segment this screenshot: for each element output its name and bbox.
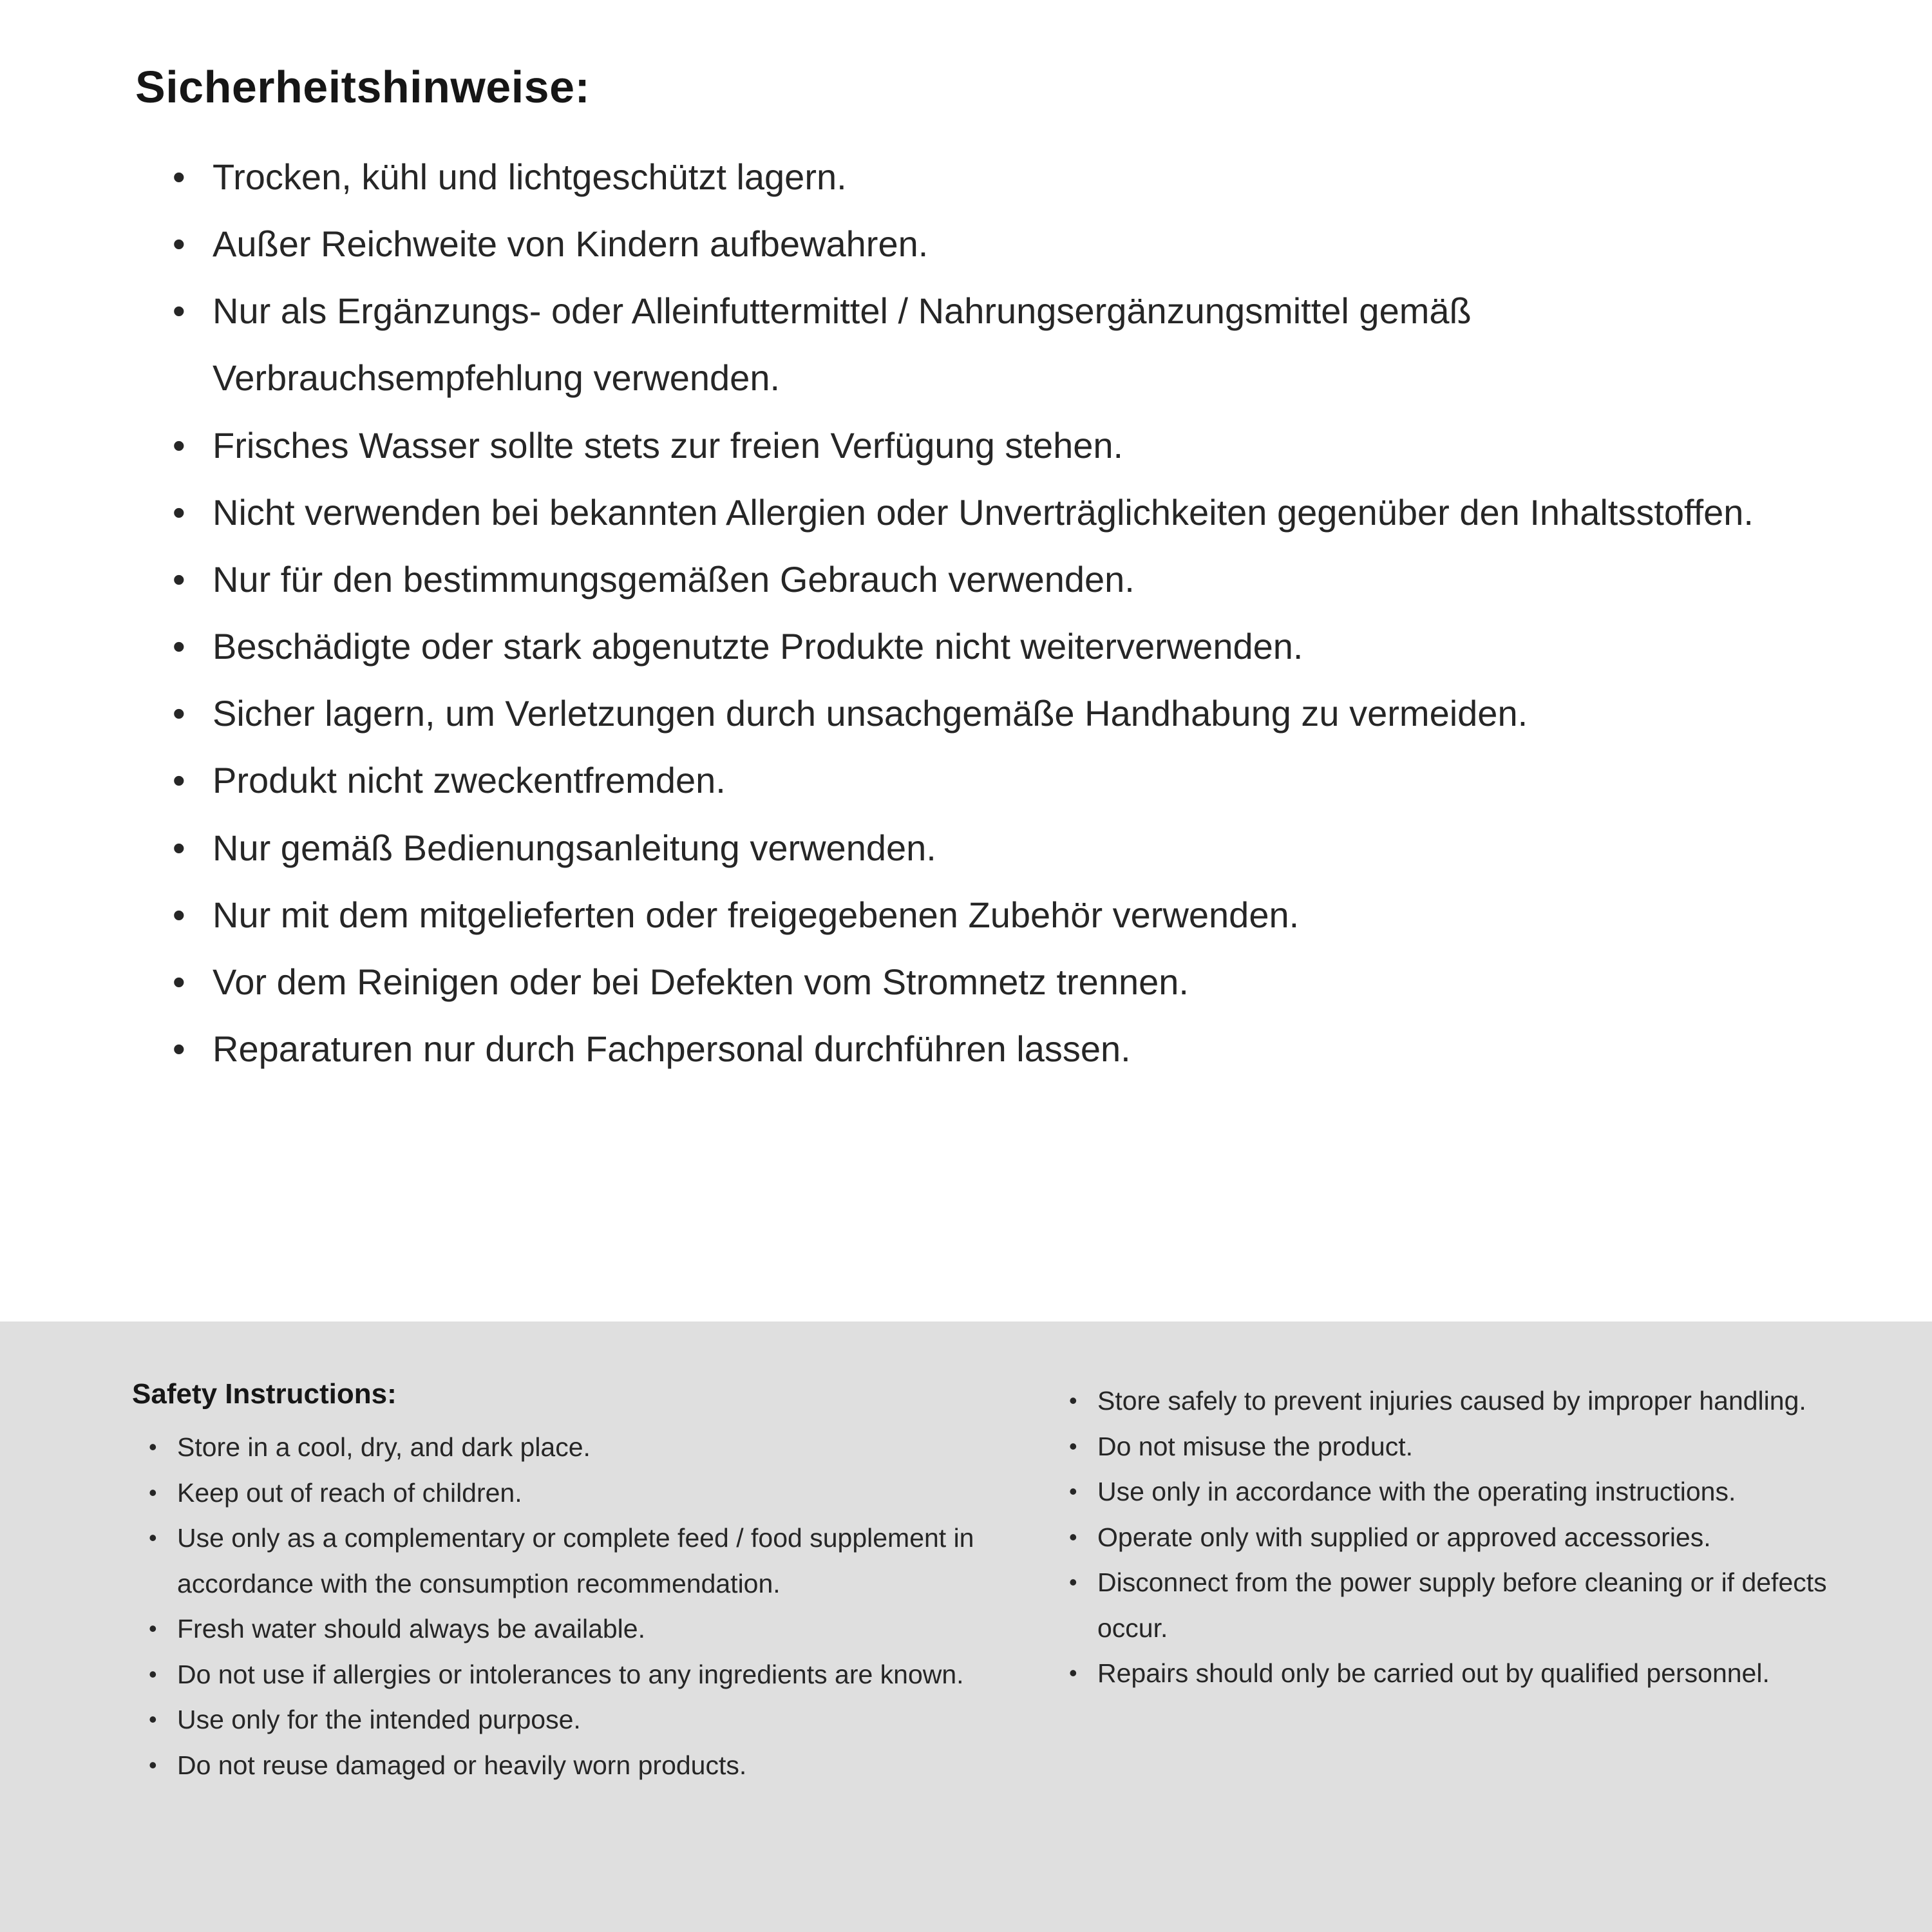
german-safety-item: [173, 949, 1823, 1016]
english-right-column: [1069, 1378, 1900, 1696]
german-safety-item: [173, 412, 1823, 479]
german-safety-item-text: Frisches Wasser sollte stets zur freien Verfügung stehen.: [213, 424, 1124, 466]
english-safety-list-left: [132, 1425, 1008, 1788]
german-safety-item-text: Vor dem Reinigen oder bei Defekten vom Stromnetz trennen.: [213, 961, 1189, 1002]
english-safety-item-text: Do not use if allergies or intolerances to any ingredients are known.: [177, 1659, 964, 1689]
english-safety-item: [149, 1470, 1008, 1516]
english-safety-item: [1069, 1424, 1900, 1470]
english-safety-item: [149, 1743, 1008, 1788]
english-safety-item-text: Store in a cool, dry, and dark place.: [177, 1432, 591, 1462]
english-safety-item-text: Operate only with supplied or approved accessories.: [1097, 1522, 1711, 1552]
english-safety-item-text: Keep out of reach of children.: [177, 1477, 522, 1508]
english-safety-item: [1069, 1515, 1900, 1560]
english-safety-item-text: Use only in accordance with the operating instructions.: [1097, 1477, 1736, 1507]
german-safety-item: [173, 479, 1823, 546]
english-safety-item-text: Use only as a complementary or complete feed / food supplement in accordance with the consumption recommendation.: [177, 1523, 974, 1598]
german-safety-list: [135, 144, 1823, 1083]
german-safety-item: [173, 211, 1823, 278]
german-safety-item-text: Nur für den bestimmungsgemäßen Gebrauch verwenden.: [213, 558, 1135, 600]
english-safety-item-text: Fresh water should always be available.: [177, 1614, 645, 1644]
english-left-column: [132, 1378, 1008, 1788]
german-safety-item: [173, 680, 1823, 747]
english-safety-item: [149, 1515, 1008, 1606]
german-safety-item-text: Nur als Ergänzungs- oder Alleinfuttermittel / Nahrungsergänzungsmittel gemäß Verbrauchsempfehlung verwenden.: [213, 290, 1472, 399]
english-safety-item: [1069, 1378, 1900, 1424]
english-safety-section: [0, 1321, 1932, 1932]
german-safety-item: [173, 815, 1823, 882]
german-safety-item: [173, 613, 1823, 680]
english-columns: [132, 1378, 1855, 1788]
english-safety-item: [1069, 1651, 1900, 1696]
english-safety-item-text: Use only for the intended purpose.: [177, 1705, 581, 1735]
english-safety-item: [149, 1652, 1008, 1698]
english-safety-item: [149, 1697, 1008, 1743]
english-safety-item: [149, 1606, 1008, 1652]
english-safety-item: [149, 1425, 1008, 1470]
english-safety-item-text: Do not misuse the product.: [1097, 1431, 1413, 1461]
german-safety-item-text: Nur gemäß Bedienungsanleitung verwenden.: [213, 827, 936, 868]
english-safety-item-text: Store safely to prevent injuries caused by improper handling.: [1097, 1386, 1806, 1416]
german-safety-item-text: Nur mit dem mitgelieferten oder freigegebenen Zubehör verwenden.: [213, 894, 1300, 935]
german-safety-item: [173, 882, 1823, 949]
german-safety-item: [173, 1016, 1823, 1083]
german-safety-item-text: Reparaturen nur durch Fachpersonal durchführen lassen.: [213, 1028, 1131, 1070]
german-safety-item-text: Nicht verwenden bei bekannten Allergien oder Unverträglichkeiten gegenüber den Inhaltsstoffen.: [213, 491, 1754, 533]
english-safety-item: [1069, 1560, 1900, 1651]
english-safety-list-right: [1069, 1378, 1900, 1696]
english-section-title: Safety Instructions:: [132, 1378, 397, 1410]
german-safety-item: [173, 144, 1823, 211]
german-safety-item-text: Trocken, kühl und lichtgeschützt lagern.: [213, 156, 847, 197]
german-safety-item-text: Produkt nicht zweckentfremden.: [213, 760, 726, 801]
german-safety-item: [173, 546, 1823, 613]
german-safety-item: [173, 747, 1823, 814]
english-safety-item-text: Disconnect from the power supply before cleaning or if defects occur.: [1097, 1567, 1827, 1643]
german-safety-item-text: Außer Reichweite von Kindern aufbewahren.: [213, 223, 929, 265]
english-safety-item: [1069, 1469, 1900, 1515]
german-safety-item-text: Beschädigte oder stark abgenutzte Produkte nicht weiterverwenden.: [213, 626, 1303, 667]
german-safety-item-text: Sicher lagern, um Verletzungen durch unsachgemäße Handhabung zu vermeiden.: [213, 693, 1528, 734]
german-safety-item: [173, 278, 1823, 412]
english-safety-item-text: Repairs should only be carried out by qualified personnel.: [1097, 1658, 1770, 1689]
german-section-title: Sicherheitshinweise:: [135, 62, 591, 112]
english-safety-item-text: Do not reuse damaged or heavily worn products.: [177, 1750, 747, 1780]
